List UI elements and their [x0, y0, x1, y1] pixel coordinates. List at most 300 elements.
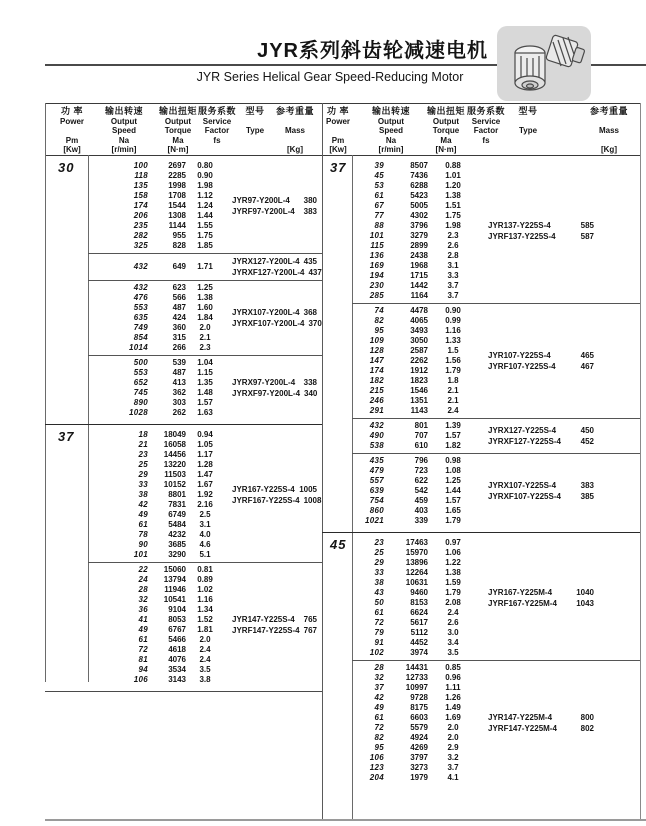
data-rows — [352, 421, 478, 451]
service-factor-value: 2.0 — [199, 323, 211, 332]
table-row — [352, 516, 478, 526]
row-groups — [352, 159, 640, 528]
type-mass-block — [478, 425, 640, 447]
col-header-line: [Kw] — [63, 145, 81, 154]
type-mass-line — [488, 587, 594, 598]
col-header-line: Mass — [284, 126, 306, 135]
service-factor-value: 1.22 — [445, 558, 461, 567]
mass-value: 338 — [303, 378, 317, 387]
output-torque-value: 403 — [414, 506, 428, 515]
output-speed-value: 890 — [133, 398, 148, 407]
output-speed-value: 42 — [374, 693, 384, 702]
service-factor-value: 1.44 — [197, 211, 213, 220]
mass-value: 435 — [303, 257, 317, 266]
col-header-line: Type — [245, 126, 265, 135]
type-value: JYRF167-Y225S-4 — [232, 496, 300, 505]
output-speed-value: 61 — [374, 191, 384, 200]
output-speed-value: 1014 — [129, 343, 148, 352]
col-header-line — [518, 117, 537, 127]
table-row — [352, 486, 478, 496]
service-factor-value: 0.85 — [445, 663, 461, 672]
table-row — [352, 638, 478, 648]
output-speed-value: 42 — [138, 500, 148, 509]
ratio-group — [88, 159, 322, 253]
table-row — [88, 595, 224, 605]
service-factor-value: 1.06 — [445, 548, 461, 557]
type-mass-block — [224, 614, 322, 636]
table-row — [88, 500, 224, 510]
col-header-line: Service — [471, 116, 501, 126]
output-speed-value: 95 — [374, 326, 384, 335]
table-row — [88, 460, 224, 470]
service-factor-value: 1.25 — [445, 476, 461, 485]
service-factor-value: 3.5 — [447, 648, 459, 657]
table-row — [352, 763, 478, 773]
service-factor-value: 1.02 — [197, 585, 213, 594]
output-speed-value: 94 — [138, 665, 148, 674]
table-row — [352, 291, 478, 301]
service-factor-value: 1.79 — [445, 516, 461, 525]
service-factor-value: 1.01 — [445, 171, 461, 180]
output-torque-value: 7831 — [168, 500, 186, 509]
col-header-line: 输出转速 — [104, 106, 144, 116]
output-speed-value: 28 — [138, 585, 148, 594]
output-speed-value: 81 — [138, 655, 148, 664]
service-factor-value: 5.1 — [199, 550, 211, 559]
output-torque-value: 10152 — [163, 480, 186, 489]
output-speed-value: 639 — [369, 486, 384, 495]
output-speed-value: 101 — [133, 550, 148, 559]
type-value: JYRX107-Y200L-4 — [232, 308, 300, 317]
output-speed-value: 325 — [133, 241, 148, 250]
output-speed-value: 745 — [133, 388, 148, 397]
data-rows — [88, 430, 224, 560]
output-torque-value: 18049 — [163, 430, 186, 439]
service-factor-value: 3.7 — [447, 291, 459, 300]
output-speed-value: 18 — [138, 430, 148, 439]
table-row — [88, 575, 224, 585]
output-speed-value: 101 — [369, 231, 384, 240]
type-mass-block — [224, 256, 322, 278]
output-torque-value: 13896 — [405, 558, 428, 567]
data-rows — [88, 565, 224, 685]
col-header-line — [467, 145, 505, 155]
type-mass-line — [232, 377, 317, 388]
output-speed-value: 215 — [369, 386, 384, 395]
rule-page-bottom — [45, 819, 646, 821]
table-row — [352, 743, 478, 753]
output-speed-value: 23 — [374, 538, 384, 547]
output-torque-value: 623 — [172, 283, 186, 292]
col-header-mass — [276, 107, 314, 155]
service-factor-value: 1.17 — [197, 450, 213, 459]
service-factor-value: 1.44 — [445, 486, 461, 495]
power-section — [45, 424, 322, 691]
service-factor-value: 1.57 — [445, 431, 461, 440]
table-row — [352, 221, 478, 231]
service-factor-value: 3.7 — [447, 281, 459, 290]
type-mass-line — [488, 350, 594, 361]
type-value: JYRXF127-Y225S-4 — [488, 437, 561, 446]
service-factor-value: 1.08 — [445, 466, 461, 475]
table-row — [88, 540, 224, 550]
output-torque-value: 14456 — [163, 450, 186, 459]
col-header-line: [r/min] — [111, 145, 137, 154]
col-header-line — [245, 117, 264, 127]
table-row — [88, 565, 224, 575]
service-factor-value: 0.81 — [197, 565, 213, 574]
row-groups — [88, 159, 322, 420]
service-factor-value: 1.38 — [445, 568, 461, 577]
output-speed-value: 553 — [133, 303, 148, 312]
service-factor-value: 1.85 — [197, 241, 213, 250]
type-value: JYRF147-Y225M-4 — [488, 724, 557, 733]
output-torque-value: 610 — [414, 441, 428, 450]
type-mass-line — [488, 220, 594, 231]
output-torque-value: 3279 — [410, 231, 428, 240]
output-torque-value: 707 — [414, 431, 428, 440]
output-torque-value: 1998 — [168, 181, 186, 190]
output-torque-value: 15060 — [163, 565, 186, 574]
col-header-power — [326, 107, 350, 155]
type-mass-line — [232, 267, 322, 278]
table-row — [88, 283, 224, 293]
table-row — [352, 316, 478, 326]
output-torque-value: 4452 — [410, 638, 428, 647]
service-factor-value: 1.52 — [197, 615, 213, 624]
service-factor-value: 2.4 — [199, 645, 211, 654]
col-header-line: Speed — [378, 126, 404, 135]
output-speed-value: 194 — [369, 271, 384, 280]
table-row — [88, 358, 224, 368]
service-factor-value: 1.12 — [197, 191, 213, 200]
col-header-line: 型号 — [245, 106, 265, 116]
output-speed-value: 74 — [374, 306, 384, 315]
col-header-speed — [105, 107, 143, 155]
output-torque-value: 5484 — [168, 520, 186, 529]
mass-value: 767 — [303, 626, 317, 635]
output-speed-value: 33 — [138, 480, 148, 489]
table-row — [352, 456, 478, 466]
mass-value: 383 — [580, 481, 594, 490]
service-factor-value: 2.6 — [447, 618, 459, 627]
service-factor-value: 1.39 — [445, 421, 461, 430]
col-header-line: 服务系数 — [197, 106, 237, 116]
col-header-line: 功 率 — [60, 106, 84, 116]
output-speed-value: 136 — [369, 251, 384, 260]
output-speed-value: 754 — [369, 496, 384, 505]
col-header-line: Output — [377, 116, 405, 126]
mass-value: 370 — [308, 319, 322, 328]
ratio-group — [88, 428, 322, 562]
type-mass-line — [232, 625, 317, 636]
service-factor-value: 3.0 — [447, 628, 459, 637]
mass-value: 385 — [580, 492, 594, 501]
table-row — [88, 450, 224, 460]
type-value: JYRX97-Y200L-4 — [232, 378, 296, 387]
col-header-line: Pm — [65, 135, 79, 145]
service-factor-value: 1.71 — [197, 262, 213, 271]
output-speed-value: 24 — [138, 575, 148, 584]
col-header-line — [60, 126, 84, 136]
table-row — [88, 303, 224, 313]
data-rows — [352, 538, 478, 658]
service-factor-value: 1.79 — [445, 366, 461, 375]
table-row — [88, 655, 224, 665]
output-speed-value: 109 — [369, 336, 384, 345]
service-factor-value: 2.0 — [447, 723, 459, 732]
type-mass-line — [232, 256, 317, 267]
output-torque-value: 413 — [172, 378, 186, 387]
col-header-line: Na — [385, 135, 397, 145]
table-body-left — [45, 156, 322, 692]
service-factor-value: 2.0 — [199, 635, 211, 644]
ratio-group — [352, 303, 640, 418]
mass-value: 437 — [308, 268, 322, 277]
table-row — [88, 490, 224, 500]
output-torque-value: 828 — [172, 241, 186, 250]
output-torque-value: 4269 — [410, 743, 428, 752]
output-speed-value: 72 — [374, 618, 384, 627]
mass-value: 450 — [580, 426, 594, 435]
output-speed-value: 45 — [374, 171, 384, 180]
output-torque-value: 1442 — [410, 281, 428, 290]
row-groups — [352, 536, 640, 785]
data-rows — [88, 262, 224, 272]
output-torque-value: 16058 — [163, 440, 186, 449]
table-row — [352, 693, 478, 703]
col-header-line: [Kg] — [600, 145, 617, 154]
service-factor-value: 0.88 — [445, 161, 461, 170]
output-speed-value: 82 — [374, 316, 384, 325]
service-factor-value: 1.51 — [445, 201, 461, 210]
output-speed-value: 78 — [138, 530, 148, 539]
table-row — [352, 648, 478, 658]
output-torque-value: 542 — [414, 486, 428, 495]
output-speed-value: 106 — [369, 753, 384, 762]
table-row — [88, 675, 224, 685]
col-header-line: [N·m] — [435, 145, 457, 154]
ratio-group — [88, 253, 322, 280]
type-value: JYRF137-Y225S-4 — [488, 232, 556, 241]
type-value: JYR147-Y225M-4 — [488, 713, 553, 722]
service-factor-value: 3.8 — [199, 675, 211, 684]
service-factor-value: 1.24 — [197, 201, 213, 210]
column-headers-right — [322, 103, 640, 155]
output-torque-value: 10631 — [405, 578, 428, 587]
table-row — [352, 191, 478, 201]
service-factor-value: 1.28 — [197, 460, 213, 469]
col-header-line: 功 率 — [326, 106, 350, 116]
output-speed-value: 61 — [374, 713, 384, 722]
output-torque-value: 3143 — [168, 675, 186, 684]
power-value: 30 — [58, 160, 75, 175]
table-row — [352, 271, 478, 281]
output-torque-value: 4924 — [410, 733, 428, 742]
output-torque-value: 3290 — [168, 550, 186, 559]
output-speed-value: 72 — [138, 645, 148, 654]
table-row — [352, 608, 478, 618]
output-torque-value: 11503 — [164, 470, 186, 479]
table-row — [352, 366, 478, 376]
service-factor-value: 1.57 — [197, 398, 213, 407]
type-value: JYRX127-Y200L-4 — [232, 257, 300, 266]
output-torque-value: 9104 — [168, 605, 186, 614]
output-torque-value: 3534 — [168, 665, 186, 674]
col-header-line: Torque — [432, 126, 460, 135]
output-torque-value: 12733 — [405, 673, 428, 682]
service-factor-value: 1.04 — [197, 358, 213, 367]
type-mass-line — [232, 318, 322, 329]
output-speed-value: 91 — [374, 638, 384, 647]
table-row — [352, 376, 478, 386]
row-groups — [88, 428, 322, 687]
service-factor-value: 1.16 — [197, 595, 213, 604]
table-row — [88, 480, 224, 490]
table-row — [88, 430, 224, 440]
service-factor-value: 1.55 — [197, 221, 213, 230]
type-mass-block — [478, 350, 640, 372]
mass-value: 467 — [580, 362, 594, 371]
output-speed-value: 749 — [133, 323, 148, 332]
table-row — [352, 476, 478, 486]
output-speed-value: 95 — [374, 743, 384, 752]
mass-value: 802 — [580, 724, 594, 733]
power-value: 37 — [330, 160, 347, 175]
mass-value: 465 — [580, 351, 594, 360]
table-row — [88, 201, 224, 211]
type-value: JYRX107-Y225S-4 — [488, 481, 557, 490]
table-row — [88, 221, 224, 231]
output-speed-value: 123 — [369, 763, 384, 772]
output-torque-value: 8175 — [410, 703, 428, 712]
table-row — [352, 558, 478, 568]
output-speed-value: 246 — [369, 396, 384, 405]
type-mass-line — [232, 307, 317, 318]
output-torque-value: 1708 — [168, 191, 186, 200]
output-speed-value: 38 — [138, 490, 148, 499]
col-header-line — [518, 145, 537, 155]
table-row — [88, 398, 224, 408]
service-factor-value: 1.48 — [197, 388, 213, 397]
output-speed-value: 635 — [133, 313, 148, 322]
table-row — [352, 431, 478, 441]
table-row — [88, 171, 224, 181]
output-torque-value: 3493 — [410, 326, 428, 335]
service-factor-value: 3.3 — [447, 271, 459, 280]
service-factor-value: 3.4 — [447, 638, 459, 647]
table-row — [352, 578, 478, 588]
table-row — [352, 466, 478, 476]
column-headers-left — [45, 103, 322, 155]
table-row — [352, 356, 478, 366]
table-row — [88, 378, 224, 388]
type-mass-block — [478, 712, 640, 734]
col-header-factor — [198, 107, 236, 155]
output-torque-value: 566 — [172, 293, 186, 302]
data-rows — [352, 663, 478, 783]
table-row — [352, 181, 478, 191]
output-torque-value: 8801 — [168, 490, 186, 499]
type-value: JYRF147-Y225S-4 — [232, 626, 300, 635]
table-row — [88, 550, 224, 560]
output-torque-value: 1164 — [410, 291, 428, 300]
type-value: JYRXF107-Y200L-4 — [232, 319, 305, 328]
table-row — [88, 181, 224, 191]
service-factor-value: 2.16 — [197, 500, 213, 509]
table-row — [88, 645, 224, 655]
table-row — [352, 421, 478, 431]
type-mass-line — [232, 495, 322, 506]
output-torque-value: 6288 — [410, 181, 428, 190]
output-speed-value: 23 — [138, 450, 148, 459]
output-torque-value: 1715 — [410, 271, 428, 280]
table-row — [88, 231, 224, 241]
col-header-torque — [427, 107, 465, 155]
type-value: JYRF97-Y200L-4 — [232, 207, 295, 216]
col-header-line: Pm — [331, 135, 345, 145]
type-mass-block — [224, 195, 322, 217]
type-mass-line — [488, 723, 594, 734]
type-value: JYRXF107-Y225S-4 — [488, 492, 561, 501]
output-speed-value: 854 — [133, 333, 148, 342]
output-speed-value: 41 — [138, 615, 148, 624]
col-header-line: [r/min] — [378, 145, 404, 154]
type-mass-block — [224, 484, 322, 506]
service-factor-value: 3.1 — [199, 520, 211, 529]
table-row — [88, 368, 224, 378]
type-mass-line — [232, 484, 317, 495]
output-torque-value: 14431 — [405, 663, 428, 672]
output-speed-value: 135 — [133, 181, 148, 190]
service-factor-value: 3.7 — [447, 763, 459, 772]
service-factor-value: 1.98 — [197, 181, 213, 190]
col-header-power — [60, 107, 84, 155]
output-torque-value: 6749 — [168, 510, 186, 519]
output-speed-value: 860 — [369, 506, 384, 515]
mass-value: 800 — [580, 713, 594, 722]
col-header-line: 参考重量 — [589, 106, 629, 116]
col-header-line — [245, 145, 264, 155]
output-torque-value: 1351 — [410, 396, 428, 405]
output-torque-value: 2262 — [410, 356, 428, 365]
output-torque-value: 266 — [172, 343, 186, 352]
output-torque-value: 1968 — [410, 261, 428, 270]
output-speed-value: 476 — [133, 293, 148, 302]
service-factor-value: 2.4 — [199, 655, 211, 664]
output-speed-value: 538 — [369, 441, 384, 450]
output-speed-value: 49 — [138, 625, 148, 634]
table-row — [352, 703, 478, 713]
service-factor-value: 1.38 — [197, 293, 213, 302]
col-header-line: fs — [213, 135, 221, 145]
table-row — [88, 585, 224, 595]
mass-value: 383 — [303, 207, 317, 216]
output-torque-value: 10541 — [163, 595, 186, 604]
output-torque-value: 360 — [172, 323, 186, 332]
output-torque-value: 7436 — [410, 171, 428, 180]
output-torque-value: 4302 — [410, 211, 428, 220]
type-value: JYRF167-Y225M-4 — [488, 599, 557, 608]
service-factor-value: 1.69 — [445, 713, 461, 722]
ratio-group — [352, 418, 640, 453]
output-torque-value: 487 — [172, 303, 186, 312]
type-mass-block — [224, 377, 322, 399]
service-factor-value: 1.26 — [445, 693, 461, 702]
type-value: JYRXF97-Y200L-4 — [232, 389, 301, 398]
output-speed-value: 169 — [369, 261, 384, 270]
table-row — [352, 336, 478, 346]
